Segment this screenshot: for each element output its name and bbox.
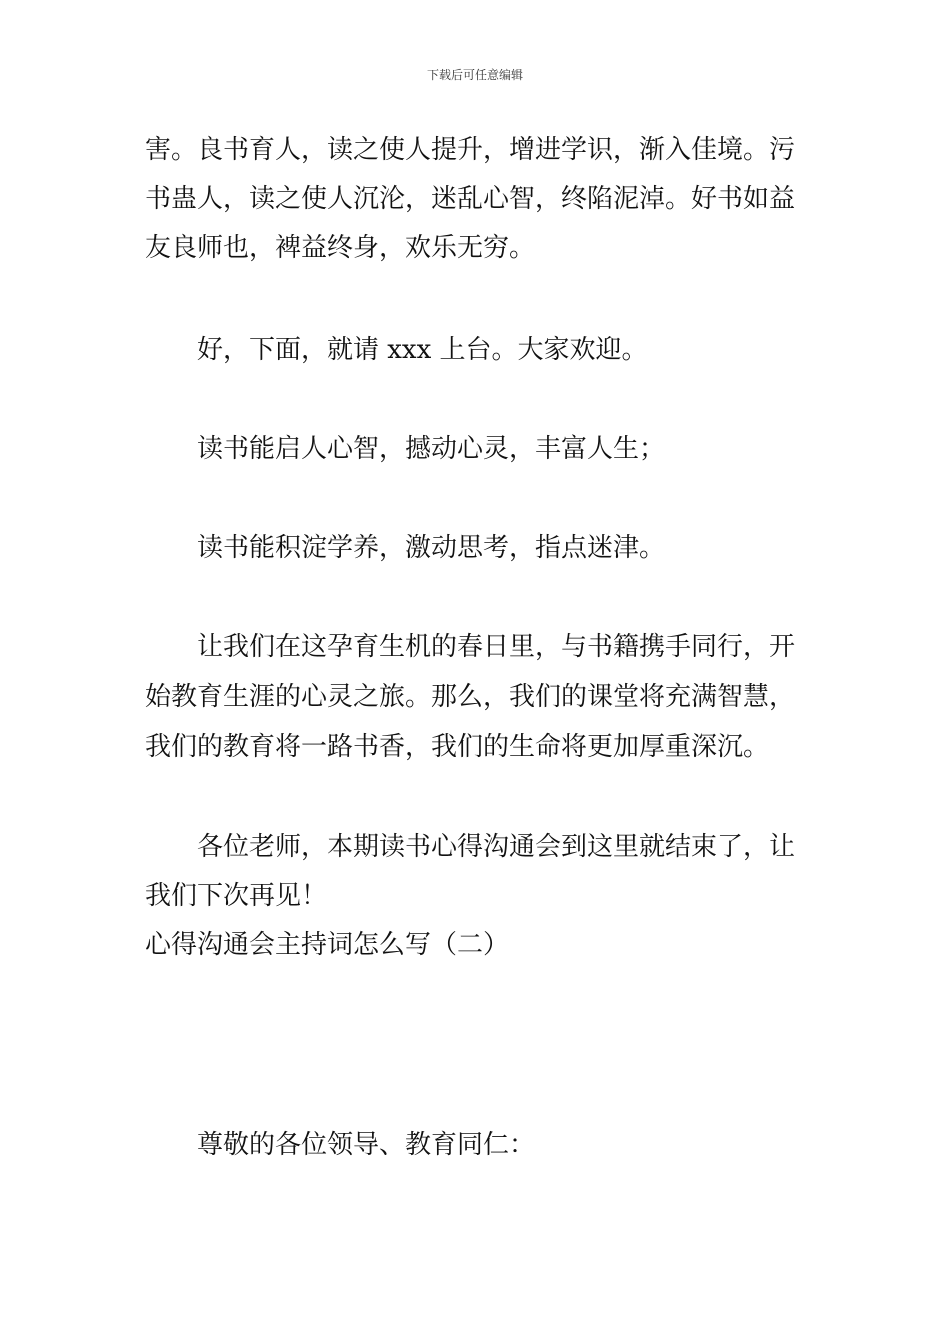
section-title: 心得沟通会主持词怎么写（二）	[145, 930, 510, 960]
paragraph-line: 读书能积淀学养，激动思考，指点迷津。	[197, 533, 666, 563]
paragraph-line: 书蛊人，读之使人沉沦，迷乱心智，终陷泥淖。好书如益	[145, 184, 796, 214]
paragraph-line: 害。良书育人，读之使人提升，增进学识，渐入佳境。污	[145, 135, 796, 165]
paragraph-line: 我们下次再见！	[145, 881, 328, 911]
paragraph-line: 始教育生涯的心灵之旅。那么，我们的课堂将充满智慧，	[145, 682, 796, 712]
paragraph-line: 好，下面，就请 xxx 上台。大家欢迎。	[197, 335, 648, 365]
paragraph-line: 读书能启人心智，撼动心灵，丰富人生；	[197, 434, 666, 464]
paragraph-line: 友良师也，裨益终身，欢乐无穷。	[145, 233, 536, 263]
paragraph-line: 让我们在这孕育生机的春日里，与书籍携手同行，开	[197, 632, 796, 662]
paragraph-line: 各位老师，本期读书心得沟通会到这里就结束了，让	[197, 832, 796, 862]
paragraph-line: 我们的教育将一路书香，我们的生命将更加厚重深沉。	[145, 732, 770, 762]
paragraph-line: 尊敬的各位领导、教育同仁：	[197, 1130, 536, 1160]
page-header: 下载后可任意编辑	[426, 68, 523, 82]
